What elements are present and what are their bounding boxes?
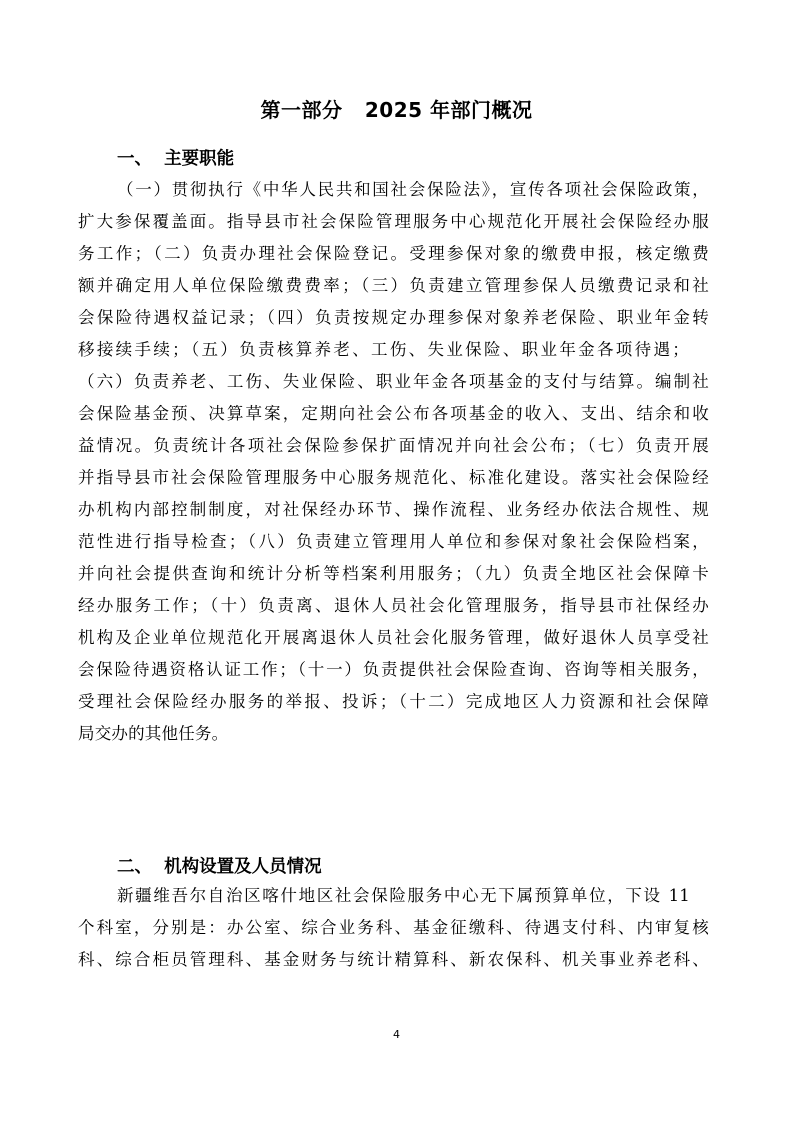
text-line: （六）负责养老、工伤、失业保险、职业年金各项基金的支付与结算。编制社 <box>78 372 709 391</box>
text-line: （一）贯彻执行《中华人民共和国社会保险法》，宣传各项社会保险政策， <box>117 180 709 199</box>
page-title: 第一部分 2025 年部门概况 <box>260 98 533 122</box>
text-line: 个科室，分别是：办公室、综合业务科、基金征缴科、待遇支付科、内审复核 <box>78 918 709 937</box>
text-line: 益情况。负责统计各项社会保险参保扩面情况并向社会公布；（七）负责开展 <box>78 436 709 455</box>
text-line: 并指导县市社会保险管理服务中心服务规范化、标准化建设。落实社会保险经 <box>78 468 709 487</box>
text-line: 移接续手续；（五）负责核算养老、工伤、失业保险、职业年金各项待遇； <box>78 340 689 359</box>
section-heading-main-functions: 一、 主要职能 <box>117 149 235 169</box>
text-line: 范性进行指导检查；（八）负责建立管理用人单位和参保对象社会保险档案， <box>78 532 709 551</box>
text-line: 经办服务工作；（十）负责离、退休人员社会化管理服务，指导县市社保经办 <box>78 596 709 615</box>
text-line: 会保险待遇资格认证工作；（十一）负责提供社会保险查询、咨询等相关服务， <box>78 660 709 679</box>
text-line: 会保险待遇权益记录；（四）负责按规定办理参保对象养老保险、职业年金转 <box>78 308 709 327</box>
text-line: 机构及企业单位规范化开展离退休人员社会化服务管理，做好退休人员享受社 <box>78 628 709 647</box>
text-line: 并向社会提供查询和统计分析等档案利用服务；（九）负责全地区社会保障卡 <box>78 564 709 583</box>
text-line: 受理社会保险经办服务的举报、投诉；（十二）完成地区人力资源和社会保障 <box>78 692 709 711</box>
text-line: 会保险基金预、决算草案，定期向社会公布各项基金的收入、支出、结余和收 <box>78 404 709 423</box>
text-line: 新疆维吾尔自治区喀什地区社会保险服务中心无下属预算单位，下设 11 <box>117 886 690 905</box>
text-line: 额并确定用人单位保险缴费费率；（三）负责建立管理参保人员缴费记录和社 <box>78 276 709 295</box>
text-line: 科、综合柜员管理科、基金财务与统计精算科、新农保科、机关事业养老科、 <box>78 950 709 969</box>
section-heading-organization-staffing: 二、 机构设置及人员情况 <box>117 857 322 877</box>
text-line: 扩大参保覆盖面。指导县市社会保险管理服务中心规范化开展社会保险经办服 <box>78 212 709 231</box>
text-line: 务工作；（二）负责办理社会保险登记。受理参保对象的缴费申报，核定缴费 <box>78 244 709 263</box>
text-line: 办机构内部控制制度，对社保经办环节、操作流程、业务经办依法合规性、规 <box>78 500 709 519</box>
page-number: 4 <box>393 1028 400 1041</box>
text-line: 局交办的其他任务。 <box>78 724 229 743</box>
